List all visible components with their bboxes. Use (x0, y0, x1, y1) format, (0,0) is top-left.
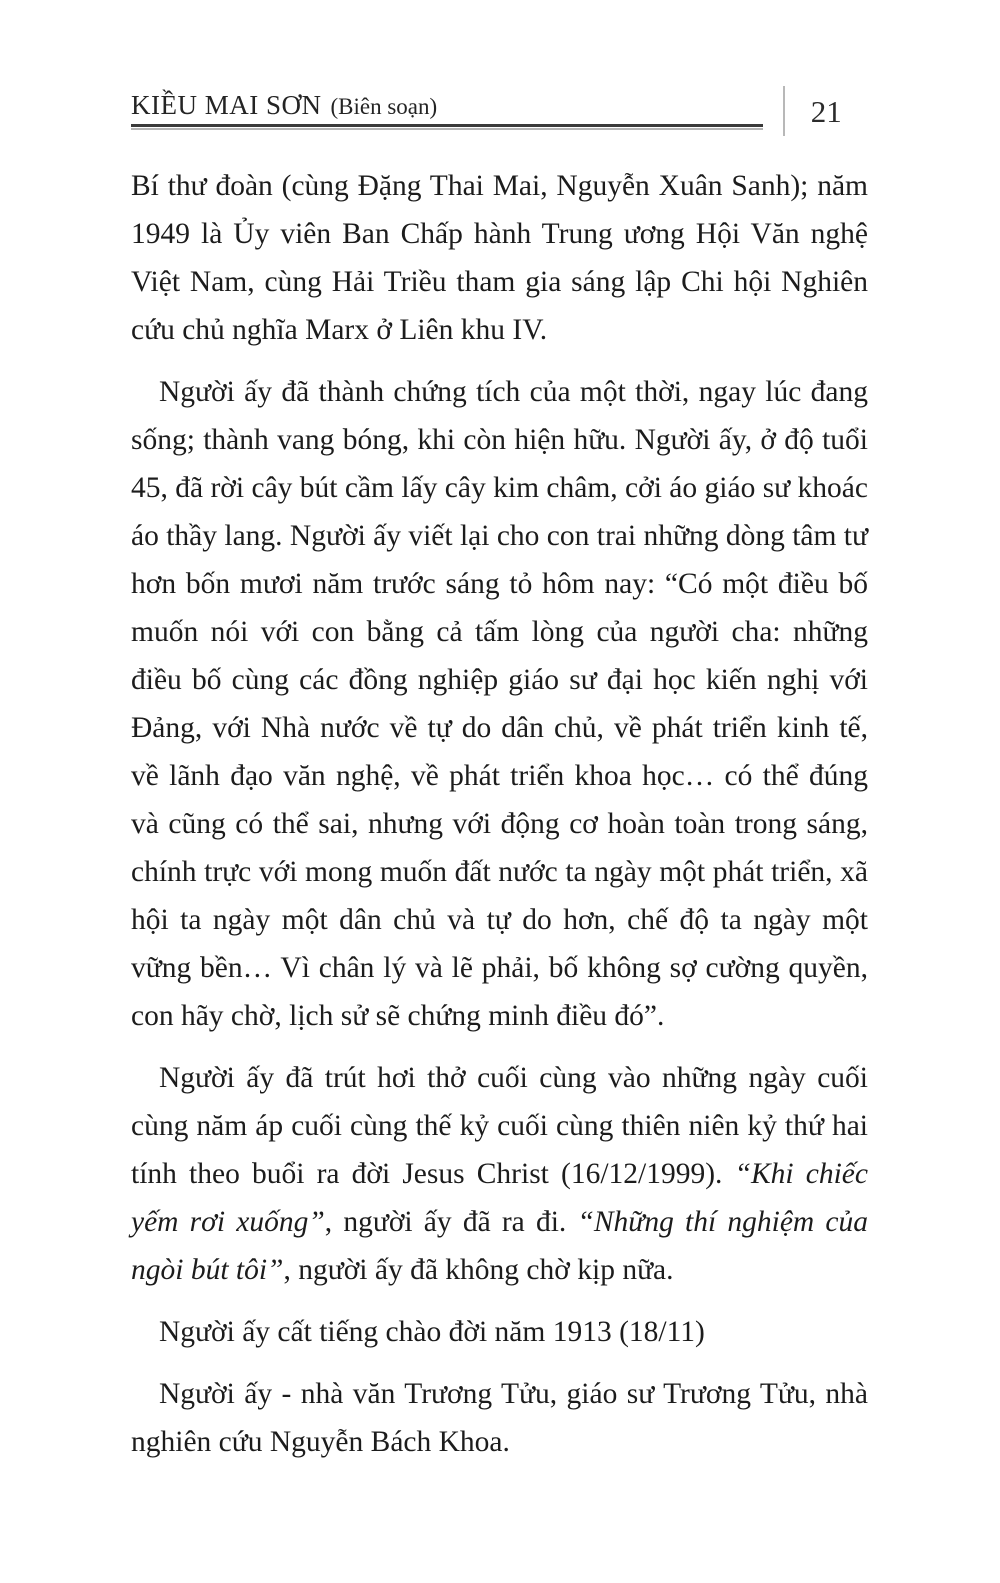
running-subtitle: (Biên soạn) (330, 94, 438, 119)
paragraph-3 (131, 1054, 868, 1294)
quoted-work-title: “Khi chiếc yếm rơi xuống” (131, 1158, 868, 1238)
page-body (131, 162, 868, 1466)
paragraph-2: Người ấy đã thành chứng tích của một thời, ngay lúc đang sống; thành vang bóng, khi còn hiện hữu. Người ấy, ở độ tuổi 45, đã rời cây bút cầm lấy cây kim châm, cởi áo giáo sư khoác áo thầy lang. Người ấy viết lại cho con trai những dòng tâm tư hơn bốn mươi năm trước sáng tỏ hôm nay: “Có một điều bố muốn nói với con bằng cả tấm lòng của người cha: những điều bố cùng các đồng nghiệp giáo sư đại học kiến nghị với Đảng, với Nhà nước về tự do dân chủ, về phát triển kinh tế, về lãnh đạo văn nghệ, về phát triển khoa học… có thể đúng và cũng có thể sai, nhưng với động cơ hoàn toàn trong sáng, chính trực với mong muốn đất nước ta ngày một phát triển, xã hội ta ngày một dân chủ và tự do hơn, chế độ ta ngày một vững bền… Vì chân lý và lẽ phải, bố không sợ cường quyền, con hãy chờ, lịch sử sẽ chứng minh điều đó”. (131, 376, 868, 1032)
running-title: KIỀU MAI SƠN (131, 90, 322, 120)
quoted-work-title: “Những thí nghiệm của ngòi bút tôi” (131, 1206, 868, 1286)
page-header (131, 90, 868, 130)
running-head (131, 90, 763, 130)
paragraph-5: Người ấy - nhà văn Trương Tửu, giáo sư Trương Tửu, nhà nghiên cứu Nguyễn Bách Khoa. (131, 1378, 868, 1458)
page-number: 21 (810, 94, 842, 129)
paragraph-3-text: , người ấy đã không chờ kịp nữa. (283, 1254, 674, 1286)
paragraph-1: Bí thư đoàn (cùng Đặng Thai Mai, Nguyễn Xuân Sanh); năm 1949 là Ủy viên Ban Chấp hành Trung ương Hội Văn nghệ Việt Nam, cùng Hải Triều tham gia sáng lập Chi hội Nghiên cứu chủ nghĩa Marx ở Liên khu IV. (131, 170, 868, 346)
paragraph-3-text: Người ấy đã trút hơi thở cuối cùng vào những ngày cuối cùng năm áp cuối cùng thế kỷ cuối cùng thiên niên kỷ thứ hai tính theo buổi ra đời Jesus Christ (16/12/1999). (131, 1062, 868, 1190)
paragraph-3-text: , người ấy đã ra đi. (324, 1206, 578, 1238)
header-rule (131, 124, 763, 130)
paragraph-4: Người ấy cất tiếng chào đời năm 1913 (18/11) (159, 1316, 705, 1348)
